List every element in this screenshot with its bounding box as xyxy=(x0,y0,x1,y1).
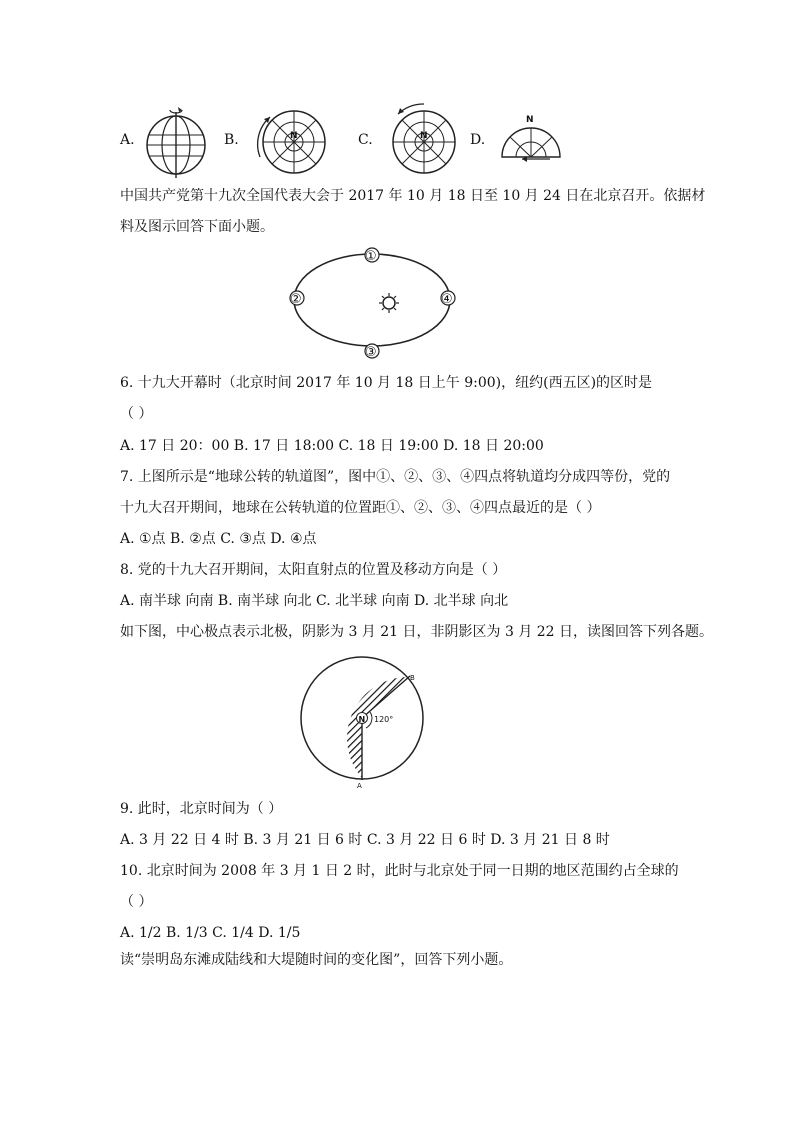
half-polar-figure xyxy=(498,112,564,162)
q8-options: A. 南半球 向南 B. 南半球 向北 C. 北半球 向南 D. 北半球 向北 xyxy=(120,593,509,609)
intro-chongming: 读“崇明岛东滩成陆线和大堤随时间的变化图”，回答下列小题。 xyxy=(120,952,513,968)
intro-polar: 如下图，中心极点表示北极，阴影为 3 月 21 日，非阴影区为 3 月 22 日，读图回答下列各题。 xyxy=(120,624,714,640)
pole-label: N xyxy=(358,715,366,724)
north-label-c: N xyxy=(420,131,428,141)
q7-stem-line1: 7. 上图所示是“地球公转的轨道图”，图中①、②、③、④四点将轨道均分成四等份，党的 xyxy=(120,469,671,485)
point-b-label: B xyxy=(410,674,415,682)
north-label-b: N xyxy=(290,131,298,141)
globe-rotation-figure xyxy=(140,100,212,180)
sun-icon xyxy=(379,293,399,313)
q7-stem-line2: 十九大召开期间，地球在公转轨道的位置距①、②、③、④四点最近的是（ ） xyxy=(120,500,601,516)
earth-orbit-figure xyxy=(285,245,460,360)
intro-19th-line1: 中国共产党第十九次全国代表大会于 2017 年 10 月 18 日至 10 月 24 日在北京召开。依据材 xyxy=(120,188,706,204)
svg-text:①: ① xyxy=(365,249,377,264)
angle-label: 120° xyxy=(374,715,394,724)
polar-day-shadow-figure xyxy=(296,650,436,790)
q10-stem: 10. 北京时间为 2008 年 3 月 1 日 2 时，此时与北京处于同一日期的地区范围约占全球的 xyxy=(120,863,679,879)
q8-stem: 8. 党的十九大召开期间，太阳直射点的位置及移动方向是（ ） xyxy=(120,562,507,578)
svg-text:②: ② xyxy=(290,292,302,307)
option-d-label: D. xyxy=(470,132,486,148)
shadow-area xyxy=(347,677,409,778)
option-a-label: A. xyxy=(120,132,135,148)
point-a-label: A xyxy=(357,782,362,790)
q6-blank: （ ） xyxy=(120,406,153,422)
option-c-label: C. xyxy=(358,132,373,148)
north-label-d: N xyxy=(526,115,534,125)
orbit-point-4 xyxy=(441,291,455,307)
q9-options: A. 3 月 22 日 4 时 B. 3 月 21 日 6 时 C. 3 月 22 日 6 时 D. 3 月 21 日 8 时 xyxy=(120,832,610,848)
q6-stem: 6. 十九大开幕时（北京时间 2017 年 10 月 18 日上午 9:00)，纽约(西五区)的区时是 xyxy=(120,375,653,391)
q10-blank: （ ） xyxy=(120,894,153,910)
q6-options: A. 17 日 20：00 B. 17 日 18:00 C. 18 日 19:00 D. 18 日 20:00 xyxy=(120,438,544,454)
option-b-label: B. xyxy=(224,132,239,148)
polar-view-counterclockwise-figure xyxy=(384,100,466,176)
q9-stem: 9. 此时，北京时间为（ ） xyxy=(120,801,283,817)
q10-options: A. 1/2 B. 1/3 C. 1/4 D. 1/5 xyxy=(120,925,301,941)
orbit-point-3 xyxy=(365,344,379,360)
svg-text:④: ④ xyxy=(441,292,453,307)
orbit-point-1 xyxy=(365,248,379,264)
svg-text:③: ③ xyxy=(365,345,377,360)
intro-19th-line2: 料及图示回答下面小题。 xyxy=(120,219,274,235)
polar-view-clockwise-figure xyxy=(252,105,332,175)
q7-options: A. ①点 B. ②点 C. ③点 D. ④点 xyxy=(120,531,317,547)
orbit-point-2 xyxy=(290,291,304,307)
